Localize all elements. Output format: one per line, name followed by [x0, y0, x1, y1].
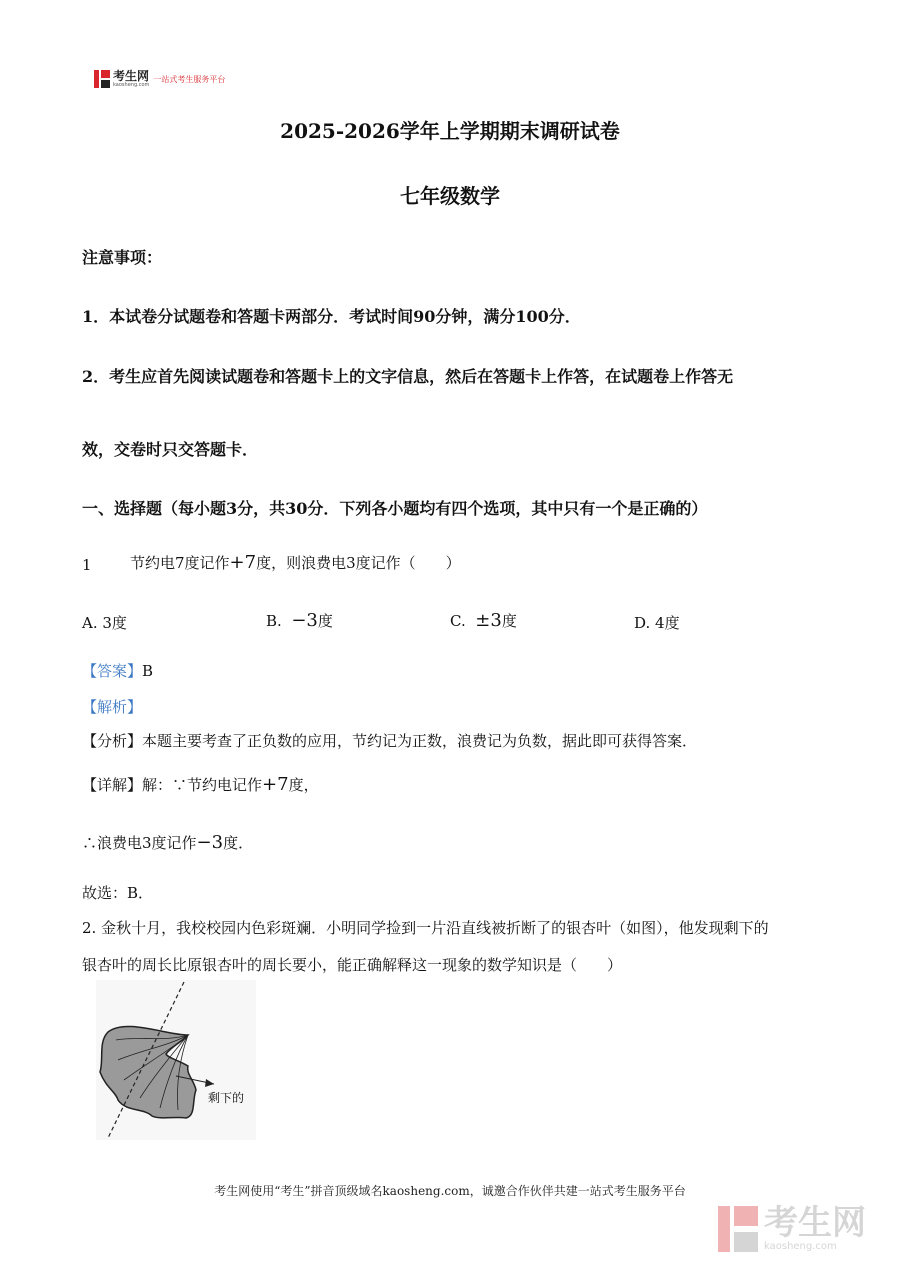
- q2-line1: 2. 金秋十月，我校校园内色彩斑斓．小明同学捡到一片沿直线被折断了的银杏叶（如图），他发现剩下的: [82, 919, 769, 937]
- option-math: −3: [291, 610, 318, 631]
- exam-subtitle: 七年级数学: [400, 184, 500, 208]
- exam-title: 2025-2026学年上学期期末调研试卷: [280, 119, 620, 143]
- watermark-logo: [718, 1203, 866, 1252]
- q1-stem: [130, 552, 461, 573]
- section-heading: 一、选择题（每小题3分，共30分．下列各小题均有四个选项，其中只有一个是正确的）: [82, 499, 708, 518]
- q1-choose: 故选：B．: [82, 884, 154, 902]
- logo-icon: [94, 70, 110, 88]
- q1-answer: [82, 660, 153, 681]
- option-math: ±3: [475, 610, 502, 631]
- answer-tag: 【答案】: [82, 662, 143, 680]
- q1-option-d[interactable]: [634, 612, 680, 633]
- notice-item-2-line1: 2．考生应首先阅读试题卷和答题卡上的文字信息，然后在答题卡上作答，在试题卷上作答无: [82, 367, 734, 386]
- header-logo: [94, 70, 225, 88]
- answer-value: B: [142, 662, 154, 680]
- option-text: 3度: [102, 614, 127, 632]
- option-label: C.: [450, 612, 466, 630]
- option-label: A.: [82, 614, 98, 632]
- therefore-text-b: 度．: [223, 834, 254, 852]
- option-text: 度: [317, 612, 333, 630]
- figure-label: 剩下的: [208, 1091, 245, 1105]
- q2-line2: 银杏叶的周长比原银杏叶的周长要小，能正确解释这一现象的数学知识是（ ）: [82, 956, 623, 974]
- option-label: B.: [266, 612, 282, 630]
- therefore-math: −3: [196, 832, 224, 853]
- logo-name: 考生网: [113, 69, 150, 83]
- q1-option-c[interactable]: [450, 610, 517, 631]
- q1-stem-text-b: 度，则浪费电3度记作（ ）: [256, 554, 461, 572]
- q1-number: 1: [82, 556, 92, 574]
- watermark-domain: kaosheng.com: [764, 1241, 837, 1252]
- option-text: 4度: [655, 614, 680, 632]
- q1-option-b[interactable]: [266, 610, 333, 631]
- q1-fenxi: 【分析】本题主要考查了正负数的应用，节约记为正数，浪费记为负数，据此即可获得答案．: [82, 732, 698, 750]
- option-label: D.: [634, 614, 651, 632]
- q1-therefore: [82, 832, 253, 853]
- option-text: 度: [501, 612, 517, 630]
- detail-text-b: 度，: [288, 776, 319, 794]
- q1-stem-text-a: 节约电7度记作: [130, 554, 230, 572]
- watermark-name: 考生网: [764, 1203, 866, 1243]
- footer-text: 考生网使用“考生”拼音顶级域名kaosheng.com，诚邀合作伙伴共建一站式考生服务平台: [214, 1184, 686, 1198]
- notice-heading: 注意事项：: [82, 248, 163, 267]
- q1-option-a[interactable]: [82, 612, 127, 633]
- detail-text-a: 【详解】解：∵节约电记作: [82, 776, 263, 794]
- watermark-icon: [718, 1206, 758, 1252]
- q1-stem-math: +7: [229, 552, 257, 573]
- therefore-text-a: ∴浪费电3度记作: [82, 834, 197, 852]
- logo-domain: kaosheng.com: [113, 82, 150, 88]
- q1-analysis-tag: 【解析】: [82, 698, 143, 716]
- notice-item-1: 1．本试卷分试题卷和答题卡两部分．考试时间90分钟，满分100分．: [82, 307, 581, 326]
- q1-detail: [82, 774, 319, 795]
- ginkgo-leaf-figure: [96, 980, 256, 1140]
- notice-item-2-line2: 效，交卷时只交答题卡．: [82, 440, 259, 459]
- logo-slogan: 一站式考生服务平台: [153, 74, 226, 84]
- detail-math: +7: [262, 774, 289, 795]
